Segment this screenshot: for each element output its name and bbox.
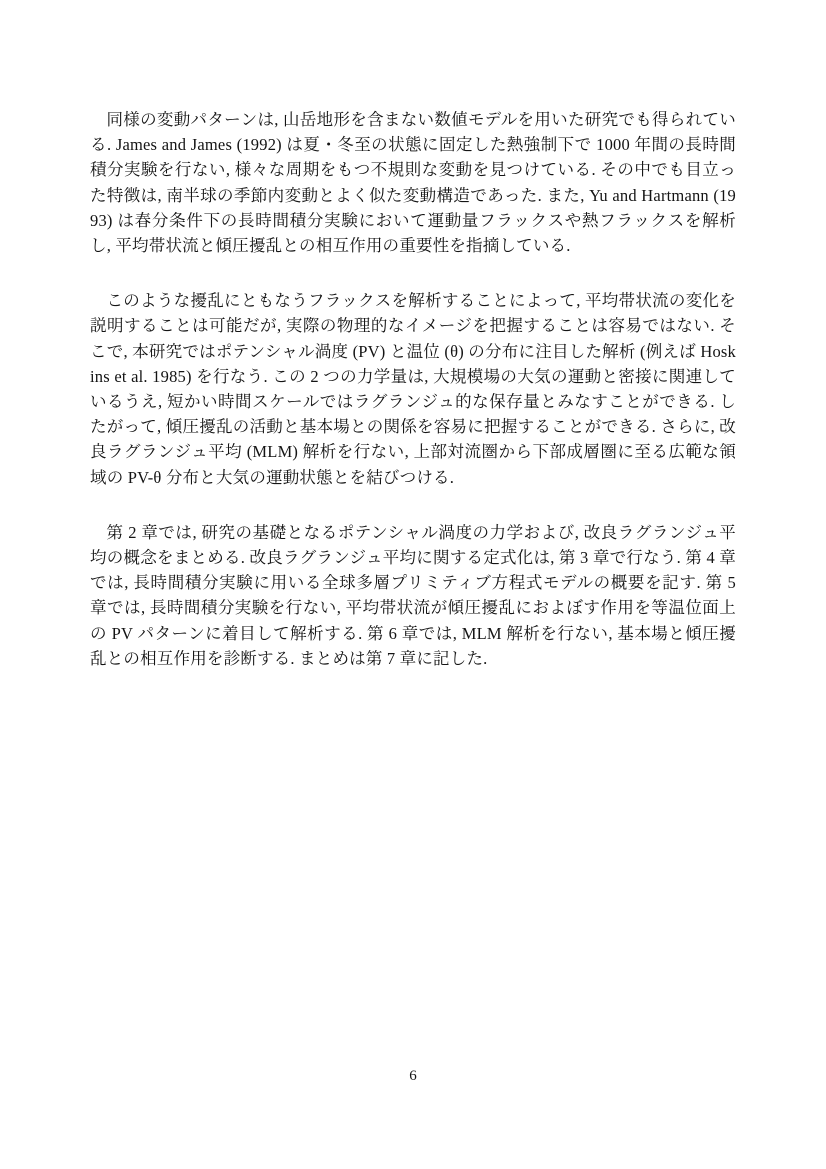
page-footer: [90, 1066, 736, 1086]
paragraph-pv-theta-analysis: このような擾乱にともなうフラックスを解析することによって, 平均帯状流の変化を説明することは可能だが, 実際の物理的なイメージを把握することは容易ではない. そこで, 本研究ではポテンシャル渦度 (PV) と温位 (θ) の分布に注目した解析 (例えば Hoskins et al. 1985) を行なう. この 2 つの力学量は, 大規模場の大気の運動と密接に関連しているうえ, 短かい時間スケールではラグランジュ的な保存量とみなすことができる. したがって, 傾圧擾乱の活動と基本場との関係を容易に把握することができる. さらに, 改良ラグランジュ平均 (MLM) 解析を行ない, 上部対流圏から下部成層圏に至る広範な領域の PV-θ 分布と大気の運動状態とを結びつける.: [90, 291, 736, 487]
page-number: 6: [409, 1068, 417, 1084]
page-body: [90, 107, 736, 701]
paragraph-chapter-outline: 第 2 章では, 研究の基礎となるポテンシャル渦度の力学および, 改良ラグランジュ平均の概念をまとめる. 改良ラグランジュ平均に関する定式化は, 第 3 章で行なう. 第 4 章では, 長時間積分実験に用いる全球多層プリミティブ方程式モデルの概要を記す. 第 5 章では, 長時間積分実験を行ない, 平均帯状流が傾圧擾乱におよぼす作用を等温位面上の PV パターンに着目して解析する. 第 6 章では, MLM 解析を行ない, 基本場と傾圧擾乱との相互作用を診断する. まとめは第 7 章に記した.: [90, 522, 736, 668]
paragraph-variation-pattern: 同様の変動パターンは, 山岳地形を含まない数値モデルを用いた研究でも得られている. James and James (1992) は夏・冬至の状態に固定した熱強制下で 1000 年間の長時間積分実験を行ない, 様々な周期をもつ不規則な変動を見つけている. その中でも目立った特徴は, 南半球の季節内変動とよく似た変動構造であった. また, Yu and Hartmann (1993) は春分条件下の長時間積分実験において運動量フラックスや熱フラックスを解析し, 平均帯状流と傾圧擾乱との相互作用の重要性を指摘している.: [90, 110, 736, 256]
